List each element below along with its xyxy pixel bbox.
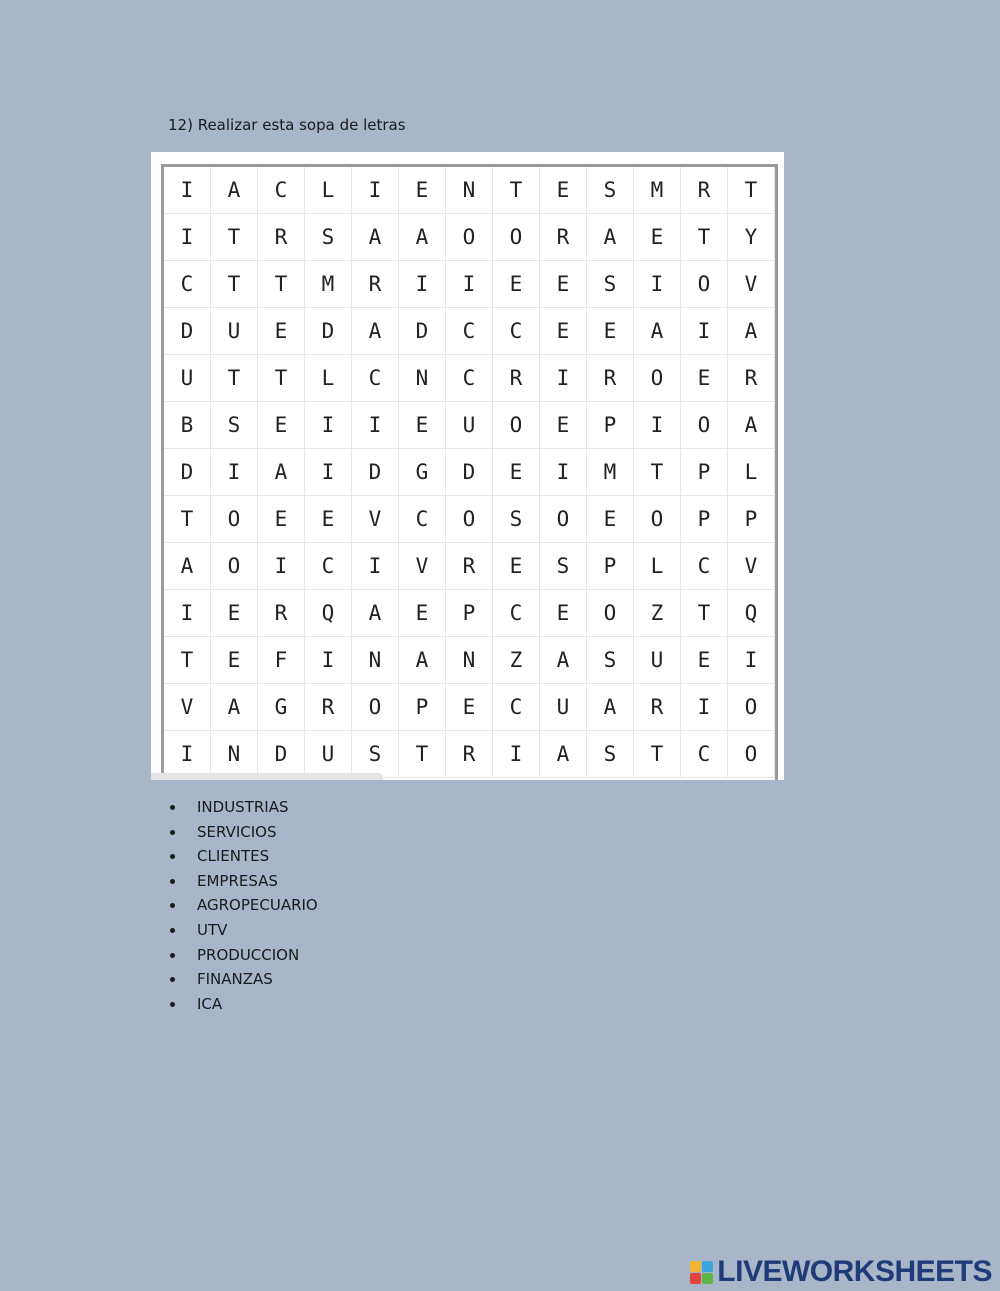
- word-list: [166, 795, 318, 1016]
- grid-cell: R: [728, 355, 775, 402]
- grid-cell: O: [681, 261, 728, 308]
- grid-cell: E: [258, 402, 305, 449]
- grid-cell: A: [258, 449, 305, 496]
- word-label: SERVICIOS: [197, 822, 277, 841]
- grid-cell: O: [587, 590, 634, 637]
- grid-cell: Z: [493, 637, 540, 684]
- grid-cell: P: [587, 402, 634, 449]
- grid-cell: E: [587, 496, 634, 543]
- logo-square: [702, 1273, 713, 1284]
- grid-cell: Z: [634, 590, 681, 637]
- grid-cell: I: [258, 543, 305, 590]
- grid-cell: A: [587, 684, 634, 731]
- bullet-icon: [170, 953, 175, 958]
- grid-cell: A: [540, 731, 587, 778]
- grid-cell: N: [446, 637, 493, 684]
- grid-cell: R: [258, 214, 305, 261]
- grid-cell: I: [446, 261, 493, 308]
- word-list-item: [166, 967, 318, 992]
- word-list-item: [166, 992, 318, 1017]
- word-search-image: [151, 152, 784, 780]
- word-label: PRODUCCION: [197, 945, 300, 964]
- grid-cell: T: [211, 261, 258, 308]
- grid-cell: C: [399, 496, 446, 543]
- grid-cell: P: [681, 496, 728, 543]
- grid-cell: I: [352, 402, 399, 449]
- grid-cell: E: [399, 590, 446, 637]
- grid-cell: R: [493, 355, 540, 402]
- grid-cell: I: [728, 637, 775, 684]
- word-list-item: [166, 869, 318, 894]
- grid-cell: U: [211, 308, 258, 355]
- grid-cell: T: [258, 261, 305, 308]
- grid-cell: E: [681, 355, 728, 402]
- grid-cell: D: [164, 449, 211, 496]
- grid-cell: A: [634, 308, 681, 355]
- grid-cell: I: [164, 167, 211, 214]
- grid-cell: E: [399, 402, 446, 449]
- grid-cell: R: [634, 684, 681, 731]
- grid-cell: D: [305, 308, 352, 355]
- grid-cell: I: [164, 590, 211, 637]
- liveworksheets-brand: [690, 1255, 992, 1289]
- grid-cell: U: [164, 355, 211, 402]
- grid-cell: E: [211, 637, 258, 684]
- grid-cell: A: [399, 637, 446, 684]
- grid-cell: T: [681, 214, 728, 261]
- grid-cell: I: [164, 731, 211, 778]
- grid-cell: O: [493, 402, 540, 449]
- grid-cell: S: [587, 637, 634, 684]
- grid-cell: E: [493, 261, 540, 308]
- grid-cell: A: [211, 684, 258, 731]
- grid-cell: I: [352, 543, 399, 590]
- grid-cell: V: [164, 684, 211, 731]
- grid-cell: T: [211, 355, 258, 402]
- grid-cell: G: [258, 684, 305, 731]
- bullet-icon: [170, 977, 175, 982]
- grid-cell: R: [446, 543, 493, 590]
- grid-cell: E: [211, 590, 258, 637]
- liveworksheets-logo-icon: [690, 1261, 713, 1284]
- bullet-icon: [170, 903, 175, 908]
- grid-cell: O: [728, 731, 775, 778]
- grid-cell: O: [634, 496, 681, 543]
- grid-cell: P: [728, 496, 775, 543]
- grid-cell: C: [258, 167, 305, 214]
- grid-cell: R: [540, 214, 587, 261]
- grid-cell: M: [587, 449, 634, 496]
- instruction-text: 12) Realizar esta sopa de letras: [168, 116, 406, 134]
- grid-cell: E: [399, 167, 446, 214]
- bullet-icon: [170, 805, 175, 810]
- word-list-item: [166, 844, 318, 869]
- grid-cell: T: [728, 167, 775, 214]
- grid-cell: E: [258, 496, 305, 543]
- grid-cell: N: [352, 637, 399, 684]
- logo-square: [690, 1261, 701, 1272]
- grid-cell: C: [305, 543, 352, 590]
- logo-square: [702, 1261, 713, 1272]
- grid-cell: L: [305, 355, 352, 402]
- word-list-item: [166, 943, 318, 968]
- word-label: AGROPECUARIO: [197, 896, 318, 915]
- grid-cell: S: [493, 496, 540, 543]
- grid-cell: T: [164, 496, 211, 543]
- grid-cell: T: [634, 731, 681, 778]
- word-list-item: [166, 893, 318, 918]
- grid-cell: C: [446, 308, 493, 355]
- grid-cell: T: [164, 637, 211, 684]
- grid-cell: I: [399, 261, 446, 308]
- grid-cell: A: [728, 402, 775, 449]
- word-list-item: [166, 918, 318, 943]
- grid-cell: E: [540, 308, 587, 355]
- grid-cell: S: [352, 731, 399, 778]
- grid-cell: A: [352, 308, 399, 355]
- grid-cell: I: [634, 402, 681, 449]
- grid-cell: O: [728, 684, 775, 731]
- word-list-item: [166, 820, 318, 845]
- grid-cell: B: [164, 402, 211, 449]
- grid-cell: E: [493, 449, 540, 496]
- grid-cell: F: [258, 637, 305, 684]
- bullet-icon: [170, 830, 175, 835]
- grid-cell: E: [493, 543, 540, 590]
- grid-cell: L: [634, 543, 681, 590]
- grid-cell: Y: [728, 214, 775, 261]
- grid-cell: L: [305, 167, 352, 214]
- grid-cell: C: [493, 308, 540, 355]
- grid-cell: A: [587, 214, 634, 261]
- grid-cell: I: [211, 449, 258, 496]
- grid-cell: C: [446, 355, 493, 402]
- grid-cell: O: [446, 496, 493, 543]
- word-label: INDUSTRIAS: [197, 798, 289, 816]
- grid-cell: I: [305, 449, 352, 496]
- grid-cell: O: [634, 355, 681, 402]
- grid-cell: I: [681, 308, 728, 355]
- grid-cell: E: [446, 684, 493, 731]
- grid-cell: R: [446, 731, 493, 778]
- grid-cell: E: [540, 261, 587, 308]
- grid-cell: I: [493, 731, 540, 778]
- bullet-icon: [170, 1002, 175, 1007]
- grid-cell: A: [352, 214, 399, 261]
- word-label: ICA: [197, 994, 223, 1013]
- grid-cell: I: [540, 449, 587, 496]
- grid-cell: E: [305, 496, 352, 543]
- grid-cell: P: [399, 684, 446, 731]
- grid-cell: A: [211, 167, 258, 214]
- grid-cell: U: [634, 637, 681, 684]
- word-search-board: [161, 164, 778, 780]
- grid-cell: L: [728, 449, 775, 496]
- grid-cell: D: [399, 308, 446, 355]
- grid-cell: E: [540, 402, 587, 449]
- grid-cell: S: [211, 402, 258, 449]
- grid-cell: D: [258, 731, 305, 778]
- grid-cell: I: [681, 684, 728, 731]
- grid-cell: U: [540, 684, 587, 731]
- grid-cell: C: [164, 261, 211, 308]
- grid-cell: U: [446, 402, 493, 449]
- grid-cell: Q: [305, 590, 352, 637]
- grid-cell: I: [634, 261, 681, 308]
- grid-cell: O: [211, 496, 258, 543]
- grid-cell: N: [446, 167, 493, 214]
- grid-cell: U: [305, 731, 352, 778]
- image-scrollbar: [151, 773, 383, 780]
- grid-cell: A: [728, 308, 775, 355]
- grid-cell: C: [493, 684, 540, 731]
- grid-cell: O: [493, 214, 540, 261]
- logo-square: [690, 1273, 701, 1284]
- grid-cell: T: [211, 214, 258, 261]
- grid-cell: V: [728, 261, 775, 308]
- grid-cell: E: [681, 637, 728, 684]
- grid-cell: S: [305, 214, 352, 261]
- word-label: CLIENTES: [197, 847, 270, 866]
- grid-cell: V: [728, 543, 775, 590]
- grid-cell: M: [634, 167, 681, 214]
- word-label: EMPRESAS: [197, 871, 278, 890]
- word-label: FINANZAS: [197, 970, 273, 989]
- grid-cell: Q: [728, 590, 775, 637]
- grid-cell: I: [352, 167, 399, 214]
- grid-cell: N: [399, 355, 446, 402]
- grid-cell: E: [540, 167, 587, 214]
- grid-cell: I: [305, 637, 352, 684]
- grid-cell: T: [258, 355, 305, 402]
- grid-cell: V: [399, 543, 446, 590]
- grid-cell: A: [164, 543, 211, 590]
- grid-cell: I: [540, 355, 587, 402]
- grid-cell: S: [540, 543, 587, 590]
- grid-cell: A: [399, 214, 446, 261]
- grid-cell: T: [681, 590, 728, 637]
- grid-cell: M: [305, 261, 352, 308]
- grid-cell: I: [305, 402, 352, 449]
- grid-cell: O: [446, 214, 493, 261]
- grid-cell: E: [540, 590, 587, 637]
- bullet-icon: [170, 854, 175, 859]
- grid-cell: S: [587, 731, 634, 778]
- grid-cell: C: [681, 731, 728, 778]
- grid-cell: O: [352, 684, 399, 731]
- grid-cell: T: [493, 167, 540, 214]
- grid-cell: S: [587, 261, 634, 308]
- grid-cell: O: [540, 496, 587, 543]
- grid-cell: D: [446, 449, 493, 496]
- word-list-item: [166, 795, 318, 820]
- grid-cell: O: [211, 543, 258, 590]
- grid-cell: C: [352, 355, 399, 402]
- grid-cell: I: [164, 214, 211, 261]
- grid-cell: V: [352, 496, 399, 543]
- grid-cell: R: [681, 167, 728, 214]
- grid-cell: P: [587, 543, 634, 590]
- grid-cell: A: [540, 637, 587, 684]
- grid-cell: T: [399, 731, 446, 778]
- grid-cell: T: [634, 449, 681, 496]
- grid-cell: O: [681, 402, 728, 449]
- grid-cell: E: [587, 308, 634, 355]
- word-label: UTV: [197, 920, 228, 939]
- bullet-icon: [170, 879, 175, 884]
- grid-cell: G: [399, 449, 446, 496]
- grid-cell: P: [681, 449, 728, 496]
- grid-cell: D: [352, 449, 399, 496]
- brand-name: LIVEWORKSHEETS: [717, 1255, 992, 1288]
- grid-cell: A: [352, 590, 399, 637]
- grid-cell: R: [587, 355, 634, 402]
- grid-cell: N: [211, 731, 258, 778]
- grid-cell: E: [258, 308, 305, 355]
- grid-cell: R: [305, 684, 352, 731]
- grid-cell: R: [258, 590, 305, 637]
- grid-cell: E: [634, 214, 681, 261]
- grid-cell: S: [587, 167, 634, 214]
- grid-cell: R: [352, 261, 399, 308]
- grid-cell: D: [164, 308, 211, 355]
- bullet-icon: [170, 928, 175, 933]
- grid-cell: C: [493, 590, 540, 637]
- grid-cell: C: [681, 543, 728, 590]
- word-search-grid: [164, 167, 775, 778]
- grid-cell: P: [446, 590, 493, 637]
